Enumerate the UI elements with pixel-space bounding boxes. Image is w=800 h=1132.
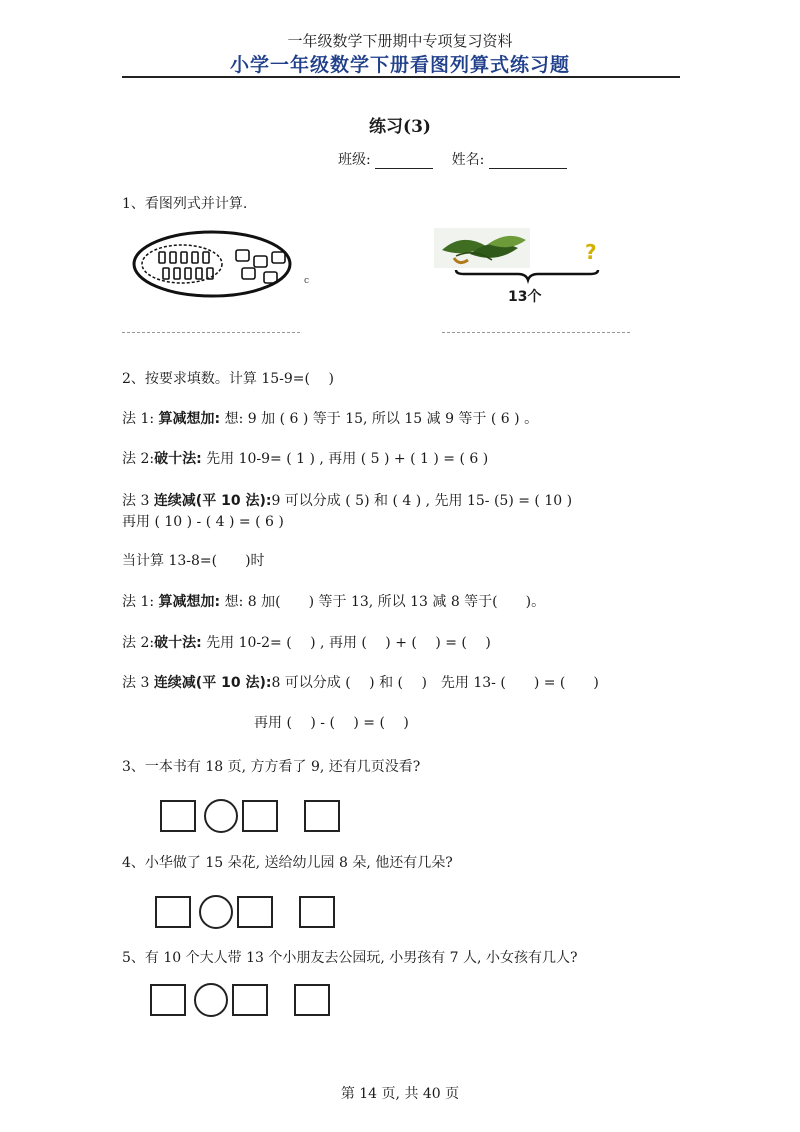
answer-box[interactable] [242,800,278,832]
method-text: 先用 10-2= ( ) , 再用 ( ) + ( ) = ( ) [206,635,491,651]
name-blank[interactable] [489,154,567,169]
q2-method-3b [122,672,599,692]
question-mark-icon: ? [585,240,597,264]
method-prefix: 法 2: [122,451,155,467]
method-prefix: 法 1: [122,594,155,610]
q1-answer-line-right[interactable] [442,332,630,333]
result-box[interactable] [304,800,340,832]
answer-box[interactable] [232,984,268,1016]
q2-method-3b-line2: 再用 ( ) - ( ) = ( ) [254,715,409,731]
class-label: 班级: [338,152,371,168]
operator-circle[interactable] [204,799,238,833]
operator-circle[interactable] [199,895,233,929]
q3-text: 3、一本书有 18 页, 方方看了 9, 还有几页没看? [122,759,421,775]
page-number: 第 14 页, 共 40 页 [340,1086,460,1102]
q2-intro-2: 当计算 13-8=( )时 [122,553,265,569]
q1-oval-picture [130,228,315,300]
q2-method-1b [122,591,545,611]
q1-small-mark: c [304,276,310,286]
method-text: 9 可以分成 ( 5) 和 ( 4 ) , 先用 15- (5) = ( 10 ) [271,493,573,509]
q1-brace-label: 13个 [508,289,542,305]
method-prefix: 法 3 [122,493,150,509]
answer-box[interactable] [155,896,191,928]
method-text: 想: 9 加 ( 6 ) 等于 15, 所以 15 减 9 等于 ( 6 ) 。 [224,411,539,427]
answer-box[interactable] [150,984,186,1016]
q2-method-2 [122,448,488,468]
q2-method-3 [122,490,572,510]
q1-answer-line-left[interactable] [122,332,300,333]
name-label: 姓名: [451,152,485,168]
method-name: 连续减(平 10 法): [153,493,272,509]
q2-method-2b [122,632,491,652]
header-divider [122,76,680,78]
document-title: 小学一年级数学下册看图列算式练习题 [229,54,570,76]
exercise-title: 练习(3) [369,117,431,137]
result-box[interactable] [299,896,335,928]
method-text: 先用 10-9= ( 1 ) , 再用 ( 5 ) + ( 1 ) = ( 6 ) [206,451,489,467]
q2-method-3-line2: 再用 ( 10 ) - ( 4 ) = ( 6 ) [122,514,284,530]
answer-box[interactable] [160,800,196,832]
method-text: 8 可以分成 ( ) 和 ( ) 先用 13- ( ) = ( ) [271,675,599,691]
operator-circle[interactable] [194,983,228,1017]
method-name: 算减想加: [158,411,221,427]
answer-box[interactable] [237,896,273,928]
method-prefix: 法 2: [122,635,155,651]
method-name: 算减想加: [158,594,221,610]
method-prefix: 法 3 [122,675,150,691]
q1-text: 1、看图列式并计算. [122,196,248,212]
method-name: 连续减(平 10 法): [153,675,272,691]
document-header: 一年级数学下册期中专项复习资料 [287,32,513,50]
result-box[interactable] [294,984,330,1016]
student-info [338,149,567,169]
method-prefix: 法 1: [122,411,155,427]
q2-method-1 [122,408,538,428]
class-blank[interactable] [375,154,433,169]
q4-text: 4、小华做了 15 朵花, 送给幼儿园 8 朵, 他还有几朵? [122,855,453,871]
method-name: 破十法: [154,451,202,467]
method-name: 破十法: [154,635,202,651]
q5-text: 5、有 10 个大人带 13 个小朋友去公园玩, 小男孩有 7 人, 小女孩有几人? [122,950,578,966]
method-text: 想: 8 加( ) 等于 13, 所以 13 减 8 等于( )。 [224,594,546,610]
q2-intro: 2、按要求填数。计算 15-9=( ) [122,371,334,387]
